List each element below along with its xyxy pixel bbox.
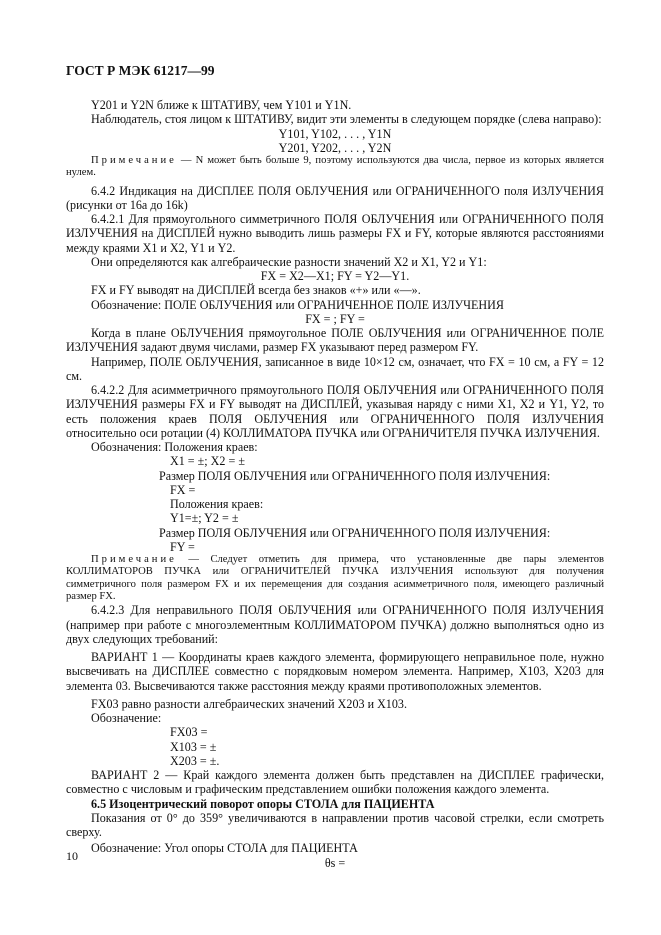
text-paragraph: Наблюдатель, стоя лицом к ШТАТИВУ, видит эти элементы в следующем порядке (слева направо): xyxy=(91,112,602,127)
text-paragraph: FX = X2—X1; FY = Y2—Y1. xyxy=(260,269,410,284)
text-paragraph: Размер ПОЛЯ ОБЛУЧЕНИЯ или ОГРАНИЧЕННОГО ПОЛЯ ИЗЛУЧЕНИЯ: xyxy=(159,468,551,483)
text-paragraph: Обозначение: Угол опоры СТОЛА для ПАЦИЕНТА xyxy=(91,841,358,856)
text-paragraph: Обозначения: Положения краев: xyxy=(91,440,258,455)
text-paragraph: Например, ПОЛЕ ОБЛУЧЕНИЯ, записанное в виде 10×12 см, означает, что FX = 10 см, а FY = 12 см. xyxy=(66,354,604,383)
text-paragraph: Положения краев: xyxy=(170,497,264,512)
text-paragraph: X1 = ±; X2 = ± xyxy=(170,454,245,469)
text-paragraph: FY = xyxy=(170,539,195,554)
text-paragraph: Y101, Y102, . . . , Y1N xyxy=(278,126,392,141)
text-paragraph: Обозначение: ПОЛЕ ОБЛУЧЕНИЯ или ОГРАНИЧЕННОЕ ПОЛЕ ИЗЛУЧЕНИЯ xyxy=(91,297,504,312)
text-paragraph: Они определяются как алгебраические разности значений X2 и X1, Y2 и Y1: xyxy=(91,254,487,269)
text-paragraph: X103 = ± xyxy=(170,739,217,754)
text-paragraph: Y201 и Y2N ближе к ШТАТИВУ, чем Y101 и Y1N. xyxy=(91,98,352,112)
document-body xyxy=(66,98,604,870)
text-paragraph: FX = ; FY = xyxy=(305,311,365,326)
text-paragraph: Y201, Y202, . . . , Y2N xyxy=(278,140,392,155)
text-paragraph: Размер ПОЛЯ ОБЛУЧЕНИЯ или ОГРАНИЧЕННОГО ПОЛЯ ИЗЛУЧЕНИЯ: xyxy=(159,525,551,540)
text-paragraph: Показания от 0° до 359° увеличиваются в направлении против часовой стрелки, если смотреть сверху. xyxy=(66,810,604,840)
document-header: ГОСТ Р МЭК 61217—99 xyxy=(66,63,215,78)
text-paragraph: 6.4.2 Индикация на ДИСПЛЕЕ ПОЛЯ ОБЛУЧЕНИЯ или ОГРАНИЧЕННОГО поля ИЗЛУЧЕНИЯ (рисунки от 16а до 16k) xyxy=(66,183,604,212)
text-paragraph: Обозначение: xyxy=(91,711,162,726)
text-paragraph: FX и FY выводят на ДИСПЛЕЙ всегда без знаков «+» или «—». xyxy=(91,283,421,298)
text-paragraph: X203 = ±. xyxy=(170,753,220,768)
text-paragraph: FX03 = xyxy=(170,725,208,740)
text-paragraph: ВАРИАНТ 1 — Координаты краев каждого элемента, формирующего неправильное поле, нужно высвечивать на ДИСПЛЕЕ совместно с порядковым номером элемента. Например, X103, X203 для элемента 03. Высвечиваются также расстояния между краями противоположных элементов. xyxy=(66,650,604,693)
text-paragraph: FX03 равно разности алгебраических значений X203 и X103. xyxy=(91,696,407,711)
page-number: 10 xyxy=(66,849,78,863)
note-paragraph: Примечание — N может быть больше 9, поэтому используются два числа, первое из которых является нулем. xyxy=(66,155,604,179)
text-paragraph: ВАРИАНТ 2 — Край каждого элемента должен быть представлен на ДИСПЛЕЕ графически, совместно с числовым и графическим представлением ошибки положения каждого элемента. xyxy=(66,768,604,797)
text-paragraph: FX = xyxy=(170,482,196,497)
text-paragraph: 6.4.2.1 Для прямоугольного симметричного ПОЛЯ ОБЛУЧЕНИЯ или ОГРАНИЧЕННОГО ПОЛЯ ИЗЛУЧЕНИЯ на ДИСПЛЕЙ нужно выводить лишь размеры FX и FY, которые являются расстояниями между краями X1 и X2, Y1 и Y2. xyxy=(66,212,604,255)
text-paragraph: 6.4.2.3 Для неправильного ПОЛЯ ОБЛУЧЕНИЯ или ОГРАНИЧЕННОГО ПОЛЯ ИЗЛУЧЕНИЯ (например при работе с многоэлементным КОЛЛИМАТОРОМ ПУЧКА) должно выполняться одно из двух следующих требований: xyxy=(66,603,604,646)
text-paragraph: Когда в плане ОБЛУЧЕНИЯ прямоугольное ПОЛЕ ОБЛУЧЕНИЯ или ОГРАНИЧЕННОЕ ПОЛЕ ИЗЛУЧЕНИЯ задают двумя числами, размер FX указывают перед размером FY. xyxy=(66,326,604,355)
text-paragraph: Y1=±; Y2 = ± xyxy=(170,511,239,526)
note-paragraph: Примечание — Следует отметить для примера, что установленные две пары элементов КОЛЛИМАТОРОВ ПУЧКА или ОГРАНИЧИТЕЛЕЙ ПУЧКА ИЗЛУЧЕНИЯ используют для получения симметричного поля размером FX и их перемещения для создания асимметричного поля, имеющего различный размер FX. xyxy=(66,554,604,602)
text-paragraph: 6.4.2.2 Для асимметричного прямоугольного ПОЛЯ ОБЛУЧЕНИЯ или ОГРАНИЧЕННОГО ПОЛЯ ИЗЛУЧЕНИЯ размеры FX и FY выводят на ДИСПЛЕЙ, указывая наряду с ними X1, X2 и Y1, Y2, то есть положения краев ПОЛЯ ОБЛУЧЕНИЯ или ОГРАНИЧЕННОГО ПОЛЯ ИЗЛУЧЕНИЯ относительно оси ротации (4) КОЛЛИМАТОРА ПУЧКА или ОГРАНИЧИТЕЛЯ ПУЧКА ИЗЛУЧЕНИЯ. xyxy=(66,383,604,440)
text-paragraph: θs = xyxy=(324,855,346,870)
text-paragraph: 6.5 Изоцентрический поворот опоры СТОЛА для ПАЦИЕНТА xyxy=(91,796,435,811)
